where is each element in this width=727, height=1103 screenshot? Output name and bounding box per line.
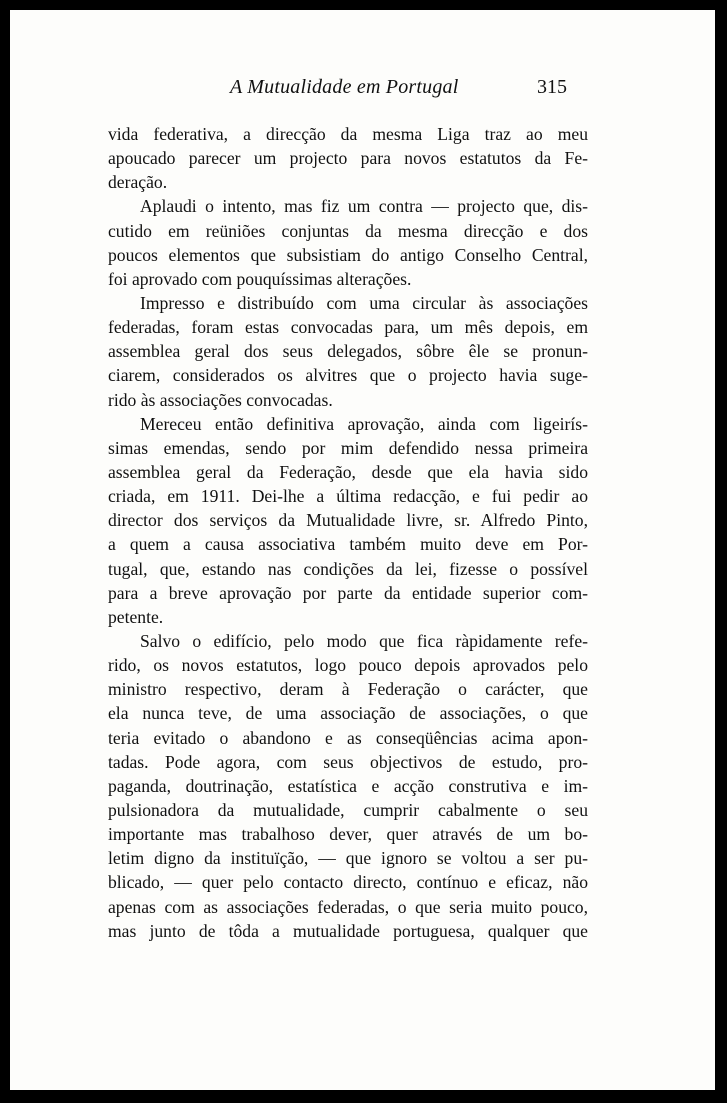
text-line: tugal, que, estando nas condições da lei, fizesse o possível (108, 558, 588, 579)
text-line: apenas com as associações federadas, o que seria muito pouco, (108, 896, 588, 917)
text-line: cutido em reüniões conjuntas da mesma direcção e dos (108, 220, 588, 241)
text-line: importante mas trabalhoso dever, quer através de um bo- (108, 824, 588, 845)
text-line: letim digno da instituïção, — que ignoro se voltou a ser pu- (108, 848, 588, 869)
text-line: pulsionadora da mutualidade, cumprir cabalmente o seu (108, 799, 588, 820)
text-line: simas emendas, sendo por mim defendido nessa primeira (108, 437, 588, 458)
text-line: Impresso e distribuído com uma circular às associações (140, 292, 588, 313)
text-line: ela nunca teve, de uma associação de associações, o que (108, 703, 588, 724)
text-line: rido às associações convocadas. (108, 389, 333, 410)
text-line: ciarem, considerados os alvitres que o projecto havia suge- (108, 365, 588, 386)
text-line: assemblea geral dos seus delegados, sôbre êle se pronun- (108, 341, 588, 362)
text-line: teria evitado o abandono e as conseqüências acima apon- (108, 727, 588, 748)
running-title: A Mutualidade em Portugal (230, 76, 459, 98)
text-line: federadas, foram estas convocadas para, um mês depois, em (108, 317, 588, 338)
text-line: Salvo o edifício, pelo modo que fica ràpidamente refe- (140, 630, 588, 651)
text-line: apoucado parecer um projecto para novos estatutos da Fe- (108, 148, 588, 169)
page-header (10, 76, 715, 106)
text-line: poucos elementos que subsistiam do antigo Conselho Central, (108, 244, 588, 265)
text-line: mas junto de tôda a mutualidade portuguesa, qualquer que (108, 920, 588, 941)
text-line: vida federativa, a direcção da mesma Liga traz ao meu (108, 124, 588, 144)
page-number: 315 (537, 76, 567, 98)
text-line: petente. (108, 606, 164, 627)
text-line: Mereceu então definitiva aprovação, ainda com ligeirís- (140, 413, 588, 434)
text-line: a quem a causa associativa também muito deve em Por- (108, 534, 588, 555)
body-text (108, 122, 588, 943)
text-line: ministro respectivo, deram à Federação o carácter, que (108, 679, 588, 700)
text-line: Aplaudi o intento, mas fiz um contra — projecto que, dis- (140, 196, 588, 217)
text-line: rido, os novos estatutos, logo pouco depois aprovados pelo (108, 655, 588, 676)
text-line: blicado, — quer pelo contacto directo, contínuo e eficaz, não (108, 872, 588, 893)
text-line: deração. (108, 172, 168, 193)
text-line: assemblea geral da Federação, desde que ela havia sido (108, 461, 588, 482)
text-line: director dos serviços da Mutualidade livre, sr. Alfredo Pinto, (108, 510, 588, 531)
text-line: paganda, doutrinação, estatística e acção construtiva e im- (108, 775, 588, 796)
book-page (10, 10, 715, 1090)
text-line: tadas. Pode agora, com seus objectivos de estudo, pro- (108, 751, 588, 772)
text-line: foi aprovado com pouquíssimas alterações. (108, 268, 412, 289)
text-line: criada, em 1911. Dei-lhe a última redacção, e fui pedir ao (108, 486, 588, 507)
text-line: para a breve aprovação por parte da entidade superior com- (108, 582, 588, 603)
